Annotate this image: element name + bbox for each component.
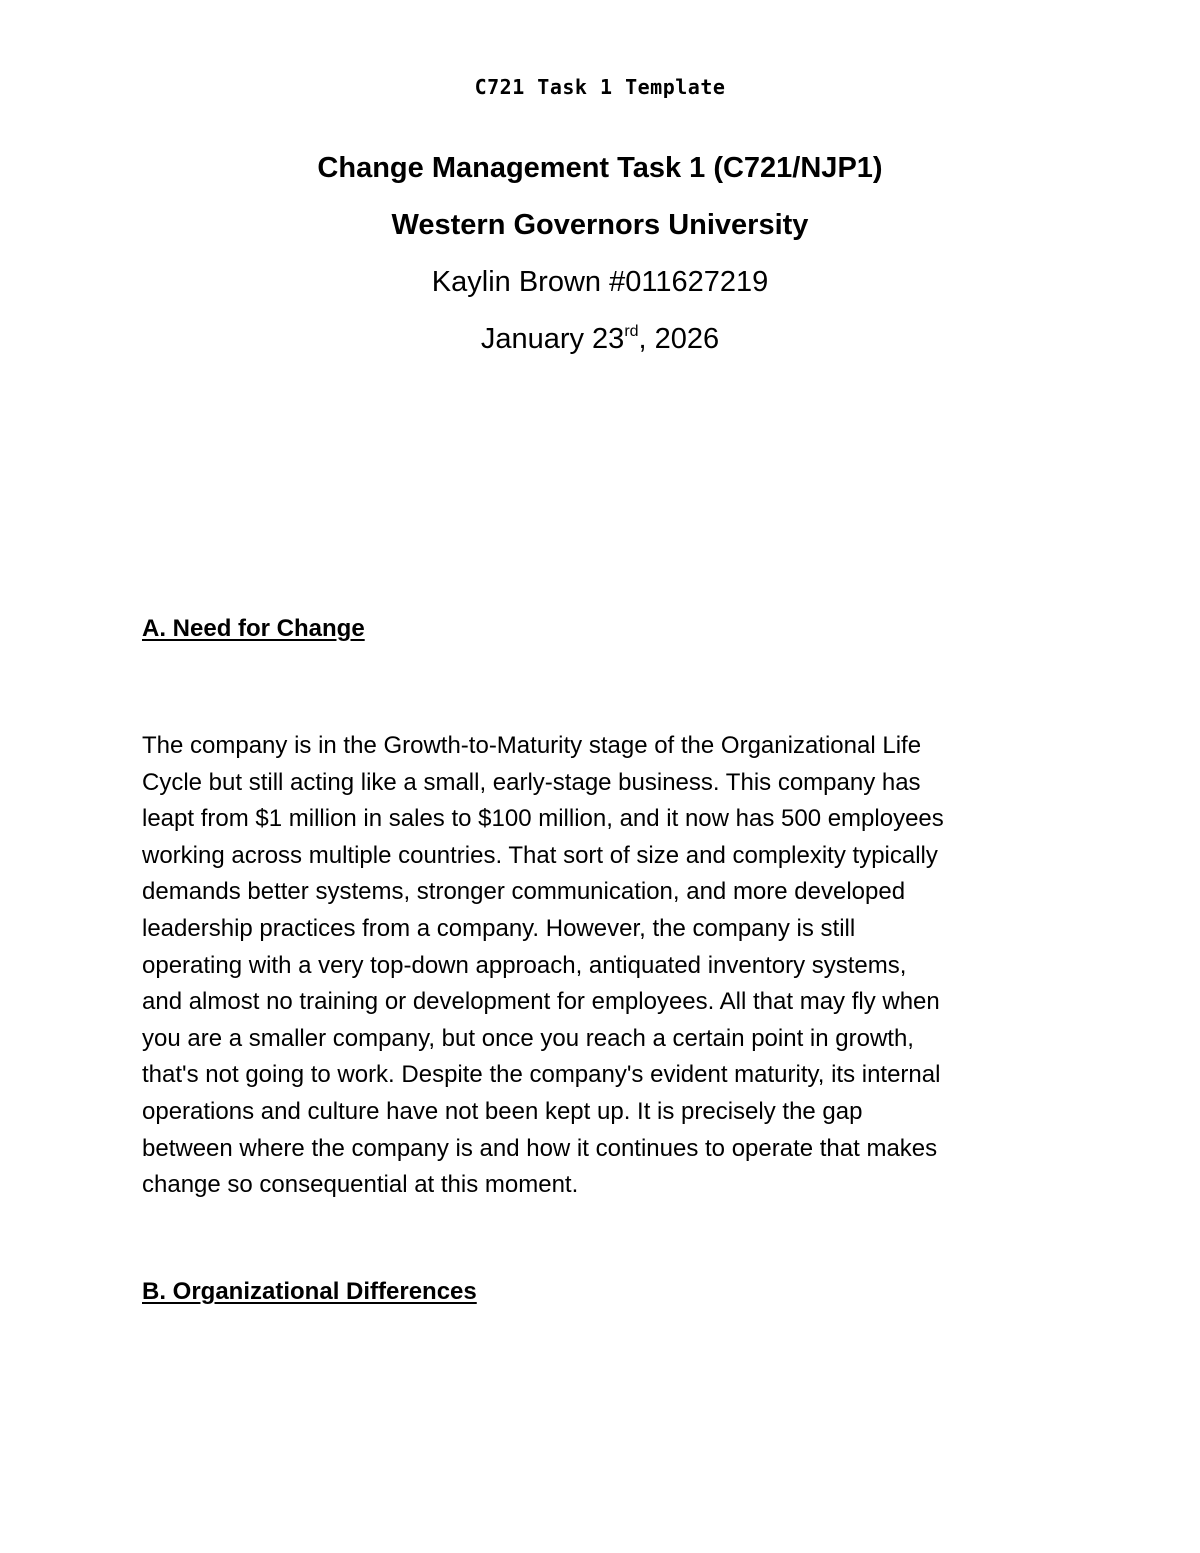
university-name: Western Governors University [391, 209, 809, 241]
template-header: C721 Task 1 Template [474, 75, 726, 99]
document-title: Change Management Task 1 (C721/NJP1) [317, 152, 883, 184]
body-line: you are a smaller company, but once you reach a certain point in growth, [142, 1024, 914, 1052]
body-line: between where the company is and how it continues to operate that makes [142, 1134, 938, 1162]
date-ordinal-suffix: rd [624, 323, 639, 340]
body-line: working across multiple countries. That sort of size and complexity typically [142, 841, 938, 869]
title-block [0, 148, 1200, 376]
date-year: , 2026 [638, 323, 720, 355]
body-line: change so consequential at this moment. [142, 1171, 579, 1199]
body-line: leadership practices from a company. However, the company is still [142, 914, 856, 942]
section-heading-need-for-change: A. Need for Change [142, 615, 365, 642]
body-line: operations and culture have not been kept up. It is precisely the gap [142, 1097, 863, 1125]
body-line: operating with a very top-down approach, antiquated inventory systems, [142, 951, 907, 979]
body-line: demands better systems, stronger communication, and more developed [142, 878, 906, 906]
body-line: leapt from $1 million in sales to $100 million, and it now has 500 employees [142, 805, 944, 833]
date-line [0, 319, 1200, 359]
body-line: and almost no training or development for employees. All that may fly when [142, 988, 940, 1016]
section-heading-organizational-differences: B. Organizational Differences [142, 1278, 477, 1305]
body-line: that's not going to work. Despite the company's evident maturity, its internal [142, 1061, 941, 1089]
body-line: Cycle but still acting like a small, early-stage business. This company has [142, 768, 921, 796]
section-body-need-for-change [142, 728, 1072, 1204]
date-month-day: January 23 [480, 323, 625, 355]
author-line: Kaylin Brown #011627219 [431, 266, 769, 298]
body-line: The company is in the Growth-to-Maturity stage of the Organizational Life [142, 732, 922, 759]
